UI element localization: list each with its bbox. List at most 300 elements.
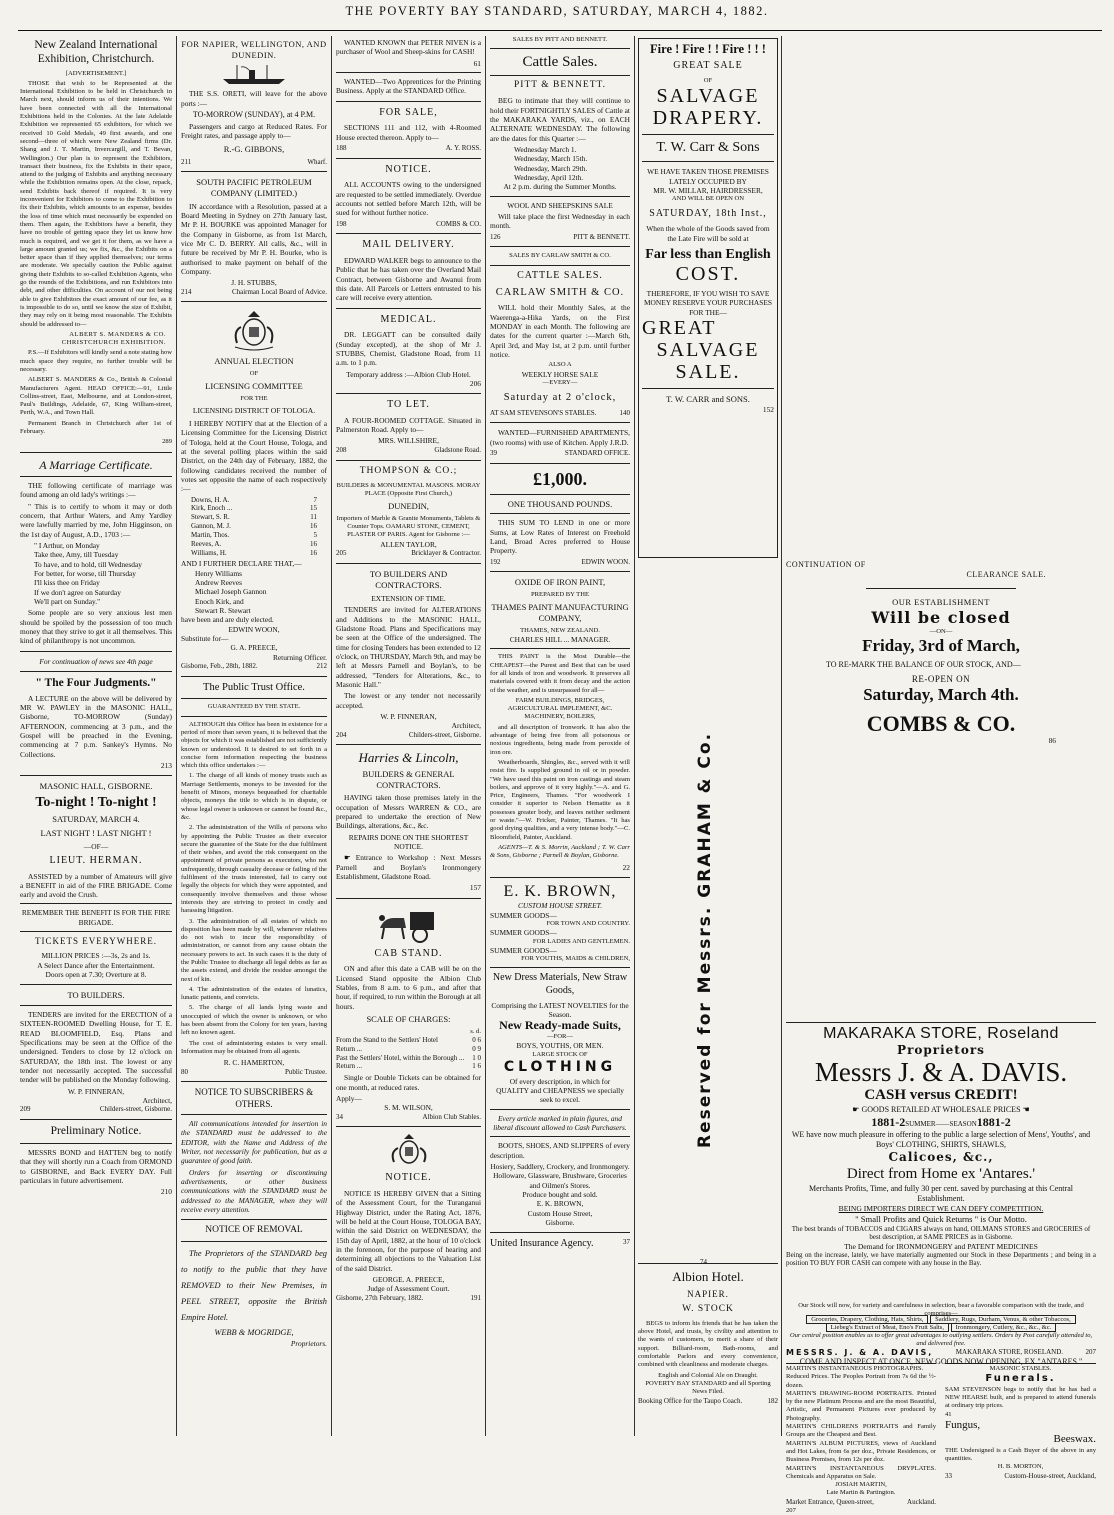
elected-name: Stewart R. Stewart: [195, 606, 251, 615]
wilson-address: Albion Club Stables.: [422, 1112, 481, 1121]
contract-footer: [336, 731, 481, 740]
scale-row: [336, 1045, 481, 1054]
assessment-title: NOTICE.: [385, 1172, 432, 1184]
funerals-heading: Funerals.: [985, 1373, 1056, 1385]
pointing-hand-icon: ☚: [1020, 1104, 1030, 1114]
mail-title: MAIL DELIVERY.: [362, 239, 455, 251]
albion-ale: English and Colonial Ale on Draught.: [658, 1371, 758, 1379]
now-text: NOW OPENING, EX "ANTARES.": [964, 1357, 1083, 1367]
trust-footer: [181, 1068, 327, 1077]
wool-title: WOOL AND SHEEPSKINS SALE: [507, 200, 613, 210]
trust-title: The Public Trust Office.: [203, 681, 305, 693]
napier-body: THE S.S. ORETI, will leave for the above ports :—: [181, 89, 327, 108]
masonic-stables: MASONIC STABLES.: [989, 1365, 1052, 1372]
verse-line: We'll part on Sunday.": [34, 596, 101, 606]
pointing-hand-icon: ☛: [344, 853, 356, 863]
also-label: ALSO A: [548, 361, 572, 369]
ad-number: 33: [945, 1471, 952, 1480]
ad-number: 207: [786, 1506, 796, 1514]
sale-date: Wednesday March 1.: [514, 144, 577, 154]
royal-crest-icon: [219, 307, 289, 353]
scale-route: Past the Settlers' Hotel, within the Borough ...: [336, 1053, 465, 1062]
scale-table: [336, 1036, 481, 1071]
demand-line: The Demand for IRONMONGERY and PATENT MEDICINES: [844, 1242, 1038, 1252]
preece-name: G. A. PREECE,: [230, 643, 278, 653]
architect-label: Architect,: [451, 721, 481, 731]
prelim-title: Preliminary Notice.: [50, 1125, 142, 1138]
substitute-label: Substitute for—: [181, 633, 229, 643]
assessment-date: Gisborne, 27th February, 1882.: [336, 1293, 424, 1302]
pointing-hand-icon: ☛: [852, 1104, 862, 1114]
ad-number: 289: [162, 438, 172, 446]
great-heading: GREAT: [642, 316, 717, 339]
fire-heading: Fire ! Fire ! ! Fire ! ! !: [650, 42, 766, 56]
vote-count: 15: [310, 504, 317, 513]
remember-note: REMEMBER THE BENEFIT IS FOR THE FIRE BRIGADE.: [21, 908, 171, 927]
makaraka-footer: [786, 1316, 1096, 1367]
stock-item-text: Liebeg's Extract of Meat, Eno's Fruit Salts,: [826, 1323, 949, 1332]
vote-row: [191, 504, 317, 513]
returning-officer: Returning Officer.: [272, 652, 327, 662]
let-signature: MRS. WILLSHIRE,: [378, 436, 439, 446]
continuation-line: [786, 560, 1096, 570]
ad-number: 152: [762, 404, 774, 414]
assessment-signature: GEORGE. A. PREECE,: [372, 1274, 445, 1284]
exhibition-body: THOSE that wish to be Represented at the International Exhibition to be held in Christchurch in March next, should inform us of their intentions. We have been connected with all the International Exhibitions held in the Colonies. At the late Adelaide Exhibition we represented 65 exhibitors, for which we received 10 Gold Medals, 49 first awards, and one second—three of which were New Zealand firms (Dr. Shang and J. T. Martin, Invercargill, and T. Bevan, Wellington.) Our plan is to represent the Exhibitors, transact their business, fix the Exhibits in their space, attend to the judging of Exhibits and anything necessary while the Exhibition remains open. At the close, repack, send Exhibits back thereof if required. It is very inconvenient for Exhibitors to come to the Exhibition to fix their Exhibits, which amounts to an expense, besides the loss of time which must necessarily be expended on them. Then again, the Exhibitors have a benefit, they have no trouble of getting space they let us know how much is required, and we get it for them, as we have a large amount granted us; we fix, &c., the Exhibits on a better space than if they applied themselves; our terms are moderate. We specially caution the Public against giving their Exhibits to so-called Exhibition Agents, who go the rounds of the Exhibitions, and run Exhibitors into debt, and other difficulties. On account of our not being able to give Exhibitors the exact amount of our fee, as it is impossible to do so, until we know the size of Exhibit, they may rely on it being most reasonable. The Exhibits should be addressed to—: [20, 79, 172, 328]
petrol-body: IN accordance with a Resolution, passed at a Board Meeting in Sydney on 27th January last, Mr P. H. BOURKE was appointed Manager for the Company in Gisborne, as from 1st March, vice Mr C. D. BERRY. All calls, &c., will in future be received by Mr P. H. Bourke, who is authorised to make payment on behalf of the Company.: [181, 201, 327, 277]
sale-date: Wednesday, April 12th.: [514, 172, 584, 182]
hosiery-line: Hosiery, Saddlery, Crockery, and Ironmongery.: [490, 1161, 630, 1171]
ad-number: 205: [336, 549, 347, 558]
tonight-heading: To-night ! To-night !: [35, 795, 157, 811]
cash-credit: CASH versus CREDIT!: [864, 1087, 1018, 1104]
martin-line: MARTIN'S DRAWING-ROOM PORTRAITS. Printed by the new Platinum Process and are the most Beautiful, Artistic, and Permanent Pictures ever produced by Photography.: [786, 1389, 936, 1422]
scale-row: [336, 1054, 481, 1063]
morton-body: THE Undersigned is a Cash Buyer of the above in any quantities.: [945, 1446, 1096, 1463]
prices-note: MILLION PRICES :—3s, 2s and 1s.: [41, 951, 151, 961]
come-text: COME AND INSPECT AT ONCE, NEW GOODS: [799, 1357, 963, 1367]
stock-line: Our Stock will now, for variety and carefulness in selection, bear a favorable comparison with the trade, and comprises—: [798, 1302, 1084, 1318]
workshop-text: Entrance to Workshop : Next Messrs Parnell and Boylan's Ironmongery Establishment, Gladstone Road.: [336, 853, 481, 882]
establishment-line: OUR ESTABLISHMENT: [892, 597, 990, 608]
vote-row: [191, 540, 317, 549]
verse-line: For better, for worse, till Thursday: [34, 569, 136, 578]
summer-goods-3: SUMMER GOODS—: [490, 945, 557, 955]
ad-number: 188: [336, 143, 347, 152]
trustee-role: Public Trustee.: [284, 1067, 327, 1076]
clearance-label: CLEARANCE SALE.: [966, 570, 1046, 580]
combs-ad: [786, 560, 1096, 930]
subscribers-body: All communications intended for insertion in the STANDARD must be addressed to the EDITOR, with the Name and Address of the Writer, not necessarily for publication, but as a guarantee of good faith.: [181, 1119, 327, 1166]
scale-cost: 0 6: [472, 1035, 481, 1044]
sale-heading: SALE.: [675, 360, 741, 383]
thompson-body: Importers of Marble & Granite Monuments, Tablets & Counter Tops. OAMARU STONE, CEMENT, PLASTER OF PARIS. Agent for Gisborne :—: [336, 514, 481, 539]
column-4: [490, 36, 630, 1436]
builders-signature: W. P. FINNERAN,: [67, 1086, 125, 1096]
election-heading-2: OF: [249, 370, 259, 378]
weekly-horse-sale: WEEKLY HORSE SALE: [521, 369, 599, 379]
whole-line: When the whole of the Goods saved from the Late Fire will be sold at: [646, 224, 770, 243]
cab-title: CAB STAND.: [374, 947, 443, 959]
ad-number: 208: [336, 445, 347, 454]
notice-footer: [336, 220, 481, 229]
saturday-18: SATURDAY, 18th Inst.,: [649, 207, 767, 219]
marriage-note: Some people are so very anxious lest men should be spoiled by the possession of too much money that they strive to get it all themselves. This kind of philanthropy is not uncommon.: [20, 608, 172, 646]
stables-label: AT SAM STEVENSON'S STABLES.: [490, 408, 597, 417]
assessment-footer: [336, 1294, 481, 1303]
brown-town: Gisborne.: [545, 1217, 575, 1227]
scale-cost: 0 9: [472, 1044, 481, 1053]
beeswax-heading: Beeswax.: [1053, 1432, 1096, 1445]
candidate-name: Martin, Thos.: [191, 530, 230, 539]
taylor-name: ALLEN TAYLOR,: [380, 539, 437, 549]
elected-name: Enoch Kirk, and: [195, 596, 244, 606]
royal-crest-icon: [374, 1132, 444, 1168]
wool-body: Will take place the first Wednesday in each month.: [490, 211, 630, 231]
albion-napier: NAPIER.: [687, 1288, 729, 1299]
stock-item-text: Saddlery, Rugs, Durham, Venus, & other Tobaccos,: [930, 1315, 1076, 1324]
every-label: —EVERY—: [542, 379, 578, 387]
election-date: Gisborne, Feb., 28th, 1882.: [181, 661, 258, 670]
wanted-apartments: WANTED—FURNISHED APARTMENTS, (two rooms) with use of Kitchen. Apply J.R.D.: [490, 428, 630, 447]
doors-note: Doors open at 7.30; Overture at 8.: [45, 970, 147, 980]
calicoes-heading: Calicoes, &c.,: [888, 1149, 994, 1164]
taken-line: WE HAVE TAKEN THOSE PREMISES: [647, 167, 769, 177]
harries-body: HAVING taken those premises lately in the occupation of Messrs WARREN & CO., are prepared to undertake the erection of New Buildings, alterations, &c., &c.: [336, 793, 481, 831]
judgments-title: " The Four Judgments.": [35, 676, 157, 689]
ad-number: 210: [160, 1187, 172, 1197]
herman-body: ASSISTED by a number of Amateurs will give a BENEFIT in aid of the FIRE BRIGADE. Come early and avoid the Crush.: [20, 871, 172, 900]
election-heading-1: ANNUAL ELECTION: [214, 356, 294, 367]
wharf-label: Wharf.: [307, 157, 327, 166]
lend-footer: [490, 558, 630, 567]
ad-number: 126: [490, 232, 501, 241]
removal-role: Proprietors.: [290, 1338, 327, 1348]
candidate-name: Reeves, A.: [191, 539, 222, 548]
verse-line: " I Arthur, on Monday: [34, 541, 100, 551]
exhibition-signature: ALBERT S. MANDERS & CO. CHRISTCHURCH EXHIBITION.: [61, 330, 166, 347]
pitt-dates: [514, 145, 630, 182]
ad-number: 192: [490, 557, 501, 566]
boys-line: BOYS, YOUTHS, OR MEN.: [516, 1041, 604, 1051]
medical-title: MEDICAL.: [380, 313, 437, 325]
cost-heading: COST.: [675, 262, 741, 285]
elected-name: Michael Joseph Gannon: [195, 587, 267, 597]
wholesale-text: GOODS RETAILED AT WHOLESALE PRICES: [861, 1104, 1021, 1114]
martin-title: MARTIN'S INSTANTANEOUS PHOTOGRAPHS.: [786, 1365, 924, 1372]
childers-address: Childers-street, Gisborne.: [408, 730, 481, 739]
notice-signature: COMBS & CO.: [436, 219, 481, 228]
let-title: TO LET.: [387, 399, 430, 411]
subscribers-title: NOTICE TO SUBSCRIBERS & OTHERS.: [194, 1087, 314, 1109]
paint-testimonials: Weatherboards, Shingles, &c., served with it will resist fire. Is supplied ground in oil or in powder. "We have used this paint on iron castings and steam boilers, and approve of it very highly."—A. and G. Price, Engineers, Thames. "For woodwork I consider it superior to Nelson Hematite as it possesses greater body, and leaves neither sediment or waste."—W. Fricker, Painter, Thames. "It has good drying qualities, and a very intense body."—C. Bloomfield, Painter, Auckland.: [490, 758, 630, 841]
vote-count: 16: [310, 522, 317, 531]
ad-number: 211: [181, 157, 192, 166]
trust-paragraph: ALTHOUGH this Office has been in existence for a period of more than seven years, it is believed that the objects for which it was established are not sufficiently known or understood. It is desired to set forth in a concise form information respecting the business which this office undertakes :—: [181, 720, 327, 770]
cattle-title: Cattle Sales.: [522, 54, 598, 71]
crest-cut: [336, 1132, 481, 1168]
apartments-office: STANDARD OFFICE.: [564, 449, 630, 458]
trust-subtitle: GUARANTEED BY THE STATE.: [207, 703, 301, 711]
paint-agents: AGENTS—T. & S. Morrin, Auckland ; T. W. Carr & Sons, Gisborne ; Parnell & Boylan, Gisborne.: [490, 843, 630, 860]
trust-paragraph: 2. The administration of the Wills of persons who by appointing the Public Trustee as their executor secure the guarantee of the State for the due fulfilment of their wishes, and avoid the risk consequent on the appointment of private persons as executors, who not unfrequently, through casualty decease or failing of the fulfilment of the trusts interested, fail to carry out legally the objects for which they were appointed, and consequently involve themselves and those whose interests they are striving to protect in costly and harassing litigation.: [181, 824, 327, 915]
paint-title: OXIDE OF IRON PAINT,: [514, 577, 606, 588]
elected-name: Andrew Reeves: [195, 578, 242, 588]
steamship-cut: [181, 63, 327, 87]
column-2: [181, 36, 327, 1436]
ad-number: 214: [181, 287, 192, 296]
sale-body: SECTIONS 111 and 112, with 4-Roomed House erected thereon. Apply to—: [336, 123, 481, 142]
martin-line: MARTIN'S INSTANTANEOUS DRYPLATES. Chemicals and Apparatus on Sale.: [786, 1464, 936, 1480]
great-sale: GREAT SALE: [673, 60, 743, 72]
sale-date: Wednesday, March 15th.: [514, 154, 588, 164]
come-line: [786, 1357, 1096, 1367]
sale-date: Wednesday, March 29th.: [514, 163, 588, 173]
millar-line: MR. W. MILLAR, HAIRDRESSER,: [653, 186, 763, 196]
summer-goods-3b: FOR YOUTHS, MAIDS & CHILDREN,: [521, 955, 630, 963]
notice-title: NOTICE.: [385, 163, 432, 175]
readymade-suits: New Ready-made Suits,: [499, 1018, 621, 1033]
scale-row: [336, 1036, 481, 1045]
trust-paragraph: 5. The charge of all lands lying waste and unoccupied of which the owner is unknown, or who has been absent from the Colony for ten years, having left no known agent.: [181, 1004, 327, 1037]
verse-line: I'll kiss thee on Friday: [34, 578, 100, 588]
season-year: 1881-2: [976, 1114, 1011, 1129]
subscribers-body: Orders for inserting or discontinuing advertisements, or other business communications with the STANDARD must be addressed to the MANAGER, when they will receive every attention.: [181, 1167, 327, 1214]
on-label: —ON—: [929, 628, 953, 636]
stables-fungus-ad: [945, 1362, 1096, 1480]
extension-label: EXTENSION OF TIME.: [371, 594, 446, 604]
sale-signature: A. Y. ROSS.: [445, 143, 481, 152]
cab-cut: [336, 904, 481, 944]
candidate-name: Downs, H. A.: [191, 495, 230, 504]
sailing-time: TO-MORROW (SUNDAY), at 4 P.M.: [192, 110, 316, 120]
brown-address: Custom House Street,: [527, 1208, 593, 1218]
lately-line: LATELY OCCUPIED BY: [669, 176, 747, 186]
wanted-apprentices: WANTED—Two Apprentices for the Printing Business. Apply at the STANDARD Office.: [336, 76, 481, 96]
tickets-note: TICKETS EVERYWHERE.: [35, 936, 157, 947]
summer-goods-1b: FOR TOWN AND COUNTRY.: [546, 919, 630, 927]
carr-heading: T. W. Carr & Sons: [656, 140, 760, 156]
profits-line: Merchants Profits, Time, and fully 30 per cent. saved by purchasing at this Central Establishment.: [809, 1183, 1073, 1204]
pitt-name: PITT & BENNETT.: [514, 80, 606, 91]
scale-route: Return ...: [336, 1062, 363, 1071]
salvage-heading-2: SALVAGE: [656, 338, 760, 361]
contract-lowest: The lowest or any tender not necessarily accepted.: [336, 691, 481, 710]
assessment-role: Judge of Assessment Court.: [367, 1284, 450, 1294]
lend-body: THIS SUM TO LEND in one or more Sums, at Low Rates of Interest on Freehold Land, Broad Acres preferred to House Property.: [490, 518, 630, 556]
election-body: I HEREBY NOTIFY that at the Election of a Licensing Committee for the Licensing District of Tologa, held at the Court House, Tologa, and at the several polling places within the said District, on the 24th day of February, 1882, the following candidates received the number of votes set opposite the name of each respectively :—: [181, 419, 327, 494]
martin-line: MARTIN'S CHILDRENS PORTRAITS and Family Groups are the Cheapest and Best.: [786, 1423, 936, 1439]
paint-prepared: PREPARED BY THE: [530, 591, 589, 599]
makaraka-ad: [786, 1020, 1096, 1302]
elected-name: Henry Williams: [195, 568, 242, 578]
paint-body: THIS PAINT is the Most Durable—the CHEAPEST—the Purest and Best that can be used for all kinds of iron and woodwork. It preserves all materials covered with it from decay and the action of the weather, and is unsurpassed for all—: [490, 653, 630, 694]
scale-route: From the Stand to the Settlers' Hotel: [336, 1035, 438, 1044]
marriage-intro: THE following certificate of marriage was found among an old lady's writings :—: [20, 481, 172, 500]
election-footer: [181, 662, 327, 671]
ad-number: 191: [470, 1293, 481, 1302]
summer-goods-2: SUMMER GOODS—: [490, 928, 557, 938]
cab-body: ON and after this date a CAB will be on the Licensed Stand opposite the Albion Club Stables, from 8 a.m. to 6 p.m., and after that hour, if required, to run within the Borough at all hours.: [336, 964, 481, 1011]
verse-line: Take thee, Amy, till Tuesday: [34, 550, 119, 560]
open-line: AND WILL BE OPEN ON: [671, 195, 745, 203]
summer-goods-2b: FOR LADIES AND GENTLEMEN.: [532, 937, 630, 945]
wholesale-line: [786, 1105, 1096, 1115]
masthead-rule: [18, 30, 1102, 31]
thompson-title: THOMPSON & CO.;: [359, 465, 458, 476]
contract-title: TO BUILDERS AND CONTRACTORS.: [369, 568, 448, 590]
ad-number: 34: [336, 1112, 343, 1121]
column-rule: [331, 36, 332, 1436]
reserved-space: [695, 660, 717, 1220]
proprietors-label: Proprietors: [897, 1042, 985, 1057]
let-address: Gladstone Road.: [434, 445, 481, 454]
elected-list: [195, 569, 327, 616]
napier-title: FOR NAPIER, WELLINGTON, AND DUNEDIN.: [181, 39, 327, 60]
taylor-footer: [336, 549, 481, 558]
direct-heading: Direct from Home ex 'Antares.': [846, 1166, 1036, 1183]
martin-footer: [786, 1498, 936, 1507]
vote-row: [191, 531, 317, 540]
remark-line: TO RE-MARK THE BALANCE OF OUR STOCK, AND—: [826, 659, 1021, 669]
stock-item-text: Ironmongery, Cutlery, &c., &c., &c.: [951, 1323, 1057, 1332]
ad-number: 182: [767, 1396, 778, 1405]
paint-uses: FARM BUILDINGS, BRIDGES, AGRICULTURAL IMPLEMENT, &C. MACHINERY, BOILERS,: [507, 696, 613, 721]
importers-line: BEING IMPORTERS DIRECT WE CAN DEFY COMPETITION.: [838, 1204, 1044, 1214]
ad-number: 204: [336, 730, 347, 739]
reserved-number: 74: [700, 1258, 707, 1266]
ad-number: 61: [473, 58, 481, 68]
stock-line: LARGE STOCK OF: [532, 1050, 588, 1058]
exhibition-ps: P.S.—If Exhibitors will kindly send a note stating how much space they require, no further trouble will be necessary.: [20, 349, 172, 373]
saturday-4-heading: Saturday, March 4th.: [863, 685, 1019, 705]
scale-note: Single or Double Tickets can be obtained for one month, at reduced rates.: [336, 1073, 481, 1092]
election-heading-4: FOR THE: [240, 395, 268, 403]
prelim-body: MESSRS BOND and HATTEN beg to notify that they will shortly run a Coach from ORMOND to GISBORNE, and Back EVERY DAY. Full particulars in future advertisement.: [20, 1148, 172, 1186]
paint-body-2: and all description of Ironwork. It has also the advantage of being free from all poisonous or noxious ingredients, being made from peroxide of iron ore.: [490, 723, 630, 756]
let-body: A FOUR-ROOMED COTTAGE. Situated in Palmerston Road. Apply to—: [336, 415, 481, 435]
builders-role: Architect,: [142, 1096, 172, 1106]
far-less: Far less than English: [645, 246, 771, 262]
trust-paragraph: 4. The administration of the estates of lunatics, lunatic patients, and convicts.: [181, 985, 327, 1002]
stubbs-name: J. H. STUBBS,: [231, 278, 277, 288]
albion-footer: [638, 1397, 778, 1406]
removal-title: NOTICE OF REMOVAL: [205, 1225, 303, 1236]
wilson-name: S. M. WILSON,: [384, 1103, 433, 1113]
woon-name: EDWIN WOON,: [228, 624, 280, 634]
boots-line: BOOTS, SHOES, AND SLIPPERS of every description.: [490, 1141, 630, 1160]
combs-heading: COMBS & CO.: [866, 710, 1016, 736]
candidate-name: Stewart, S. R.: [191, 513, 230, 522]
funerals-body: SAM STEVENSON begs to notify that he has had a NEW HEARSE built, and is prepared to attend funerals at ordinary trip prices.: [945, 1385, 1096, 1410]
candidate-name: Kirk, Enoch ...: [191, 504, 233, 513]
dunedin-label: DUNEDIN,: [388, 501, 429, 512]
repairs-note: REPAIRS DONE ON THE SHORTEST NOTICE.: [348, 832, 469, 852]
increase-line: Being on the increase, lately, we have materially augmented our Stock in these Departments ; and being in a position TO BUY FOR CASH can compete with any house in the Bay.: [786, 1251, 1096, 1268]
marriage-verse: [34, 541, 172, 606]
last-night: LAST NIGHT ! LAST NIGHT !: [40, 827, 152, 838]
trust-paragraph: 3. The administration of all estates of which no disposition has been made by will, whenever relatives do not wish to incur the responsibility of administration, or cannot from any cause obtain the necessary powers to act. In such cases it is the duty of the Public Trustee to discharge all legal debts as far as the assets extend, and divide the residue amongst the next of kin.: [181, 917, 327, 983]
ad-number: 22: [622, 862, 630, 872]
contract-body: TENDERS are invited for ALTERATIONS and Additions to the MASONIC HALL, Gladstone Road. Plans and Specifications may be seen at the Office of the undersigned. The time for closing Tenders has been extended to 12 o'clock, on THURSDAY, March 9th, and may be left at Messrs Parnell and Boylan's, to be addressed, "Tenders for Alterations, &c., to Masonic Hall.": [336, 605, 481, 690]
declare-line: AND I FURTHER DECLARE THAT,—: [181, 559, 302, 569]
carr-signature: T. W. CARR and SONS.: [666, 393, 750, 404]
exhibition-title: New Zealand International Exhibition, Christchurch.: [34, 39, 158, 65]
martin-line: Reduced Prices. The Peoples Portrait from 7s 6d the ½-dozen.: [786, 1373, 936, 1389]
stubbs-role: Chairman Local Board of Advice.: [231, 287, 327, 296]
removal-body: The Proprietors of the STANDARD beg to notify to the public that they have REMOVED to their New Premises, in PEEL STREET, opposite the British Empire Hotel.: [181, 1249, 327, 1323]
morton-address: Custom-House-street, Auckland,: [1004, 1471, 1096, 1480]
makaraka-title: MAKARAKA STORE, Roseland: [823, 1025, 1059, 1042]
builders-body: TENDERS are invited for the ERECTION of a SIXTEEN-ROOMED Dwelling House, for T. E. READ BLOOMFIELD, Esq. Plans and Specifications may be seen at the Office of the undersigned. Tenders to close by 12 o'clock on SATURDAY, the 18th inst. The lowest or any tender not necessarily accepted. The successful tender will be published on the Monday following.: [20, 1010, 172, 1085]
wool-footer: [490, 233, 630, 242]
gibbons-name: R.-G. GIBBONS,: [223, 143, 285, 154]
stables-footer: [490, 409, 630, 418]
pitt-time: At 2 p.m. during the Summer Months.: [503, 182, 617, 192]
messrs-heading: MESSRS. J. & A. DAVIS,: [786, 1347, 934, 1357]
salvage-heading: SALVAGE: [656, 85, 760, 108]
continuation-label: CONTINUATION OF: [786, 560, 866, 569]
stock-item-text: Groceries, Drapery, Clothing, Hats, Shirts,: [806, 1315, 928, 1324]
albion-ad: [638, 1258, 778, 1436]
paint-company: THAMES PAINT MANUFACTURING COMPANY,: [491, 602, 629, 624]
saturday-time: Saturday at 2 o'clock,: [503, 392, 617, 404]
hamerton-name: R. C. HAMERTON,: [223, 1058, 285, 1068]
every-description: Of every description, in which for: [509, 1076, 611, 1086]
vote-row: [191, 522, 317, 531]
pleasure-line: WE have now much pleasure in offering to the public a large selection of Mens', Youths', and Boys' CLOTHING, SHIRTS, SHAWLS,: [791, 1129, 1091, 1149]
summer-goods-1: SUMMER GOODS—: [490, 910, 557, 920]
crest-cut: [181, 307, 327, 353]
scale-head: s. d.: [470, 1027, 481, 1035]
brown-subtitle: CUSTOM HOUSE STREET.: [517, 901, 603, 911]
stock-item: [786, 1324, 1096, 1332]
holloware-line: Holloware, Glassware, Brushware, Groceries and Oilmen's Stores.: [493, 1171, 627, 1190]
albion-body: BEGS to inform his friends that he has taken the above Hotel, and trusts, by civility and attention to the wants of customers, to merit a share of their support. Billiard-room, Bath-rooms, and comfortable Parlors and every convenience, combined with cleanliness and moderate charges.: [638, 1319, 778, 1369]
novelties: Comprising the LATEST NOVELTIES for the Season.: [491, 1000, 629, 1019]
clothing-heading: CLOTHING: [503, 1059, 617, 1075]
davis-heading: Messrs J. & A. DAVIS.: [814, 1056, 1068, 1087]
builders-title: TO BUILDERS.: [67, 990, 125, 1001]
pitt-tag: SALES BY PITT AND BENNETT.: [512, 36, 608, 43]
brown-signature: E. K. BROWN,: [536, 1199, 584, 1209]
martin-town: Auckland.: [907, 1497, 936, 1506]
apartments-footer: [490, 449, 630, 458]
sale-footer: [336, 144, 481, 153]
ad-number: 207: [1085, 1347, 1096, 1356]
store-name: MAKARAKA STORE, ROSELAND.: [955, 1347, 1064, 1356]
ad-number: 209: [20, 1105, 31, 1114]
fungus-heading: Fungus,: [945, 1419, 981, 1432]
workshop-note: [336, 853, 481, 881]
plain-figures: Every article marked in plain figures, and liberal discount allowed to Cash Purchasers.: [493, 1113, 627, 1132]
produce-line: Produce bought and sold.: [522, 1189, 598, 1199]
albion-papers: POVERTY BAY STANDARD and all Sporting News Filed.: [645, 1379, 771, 1396]
ad-number: 86: [1048, 736, 1056, 746]
trust-paragraph: The cost of administering estates is very small. Information may be obtained from all agents.: [181, 1039, 327, 1055]
finneran-name: W. P. FINNERAN,: [380, 712, 437, 721]
insurance-title: United Insurance Agency.: [490, 1238, 594, 1250]
builders-address: Childers-street, Gisborne.: [99, 1105, 172, 1114]
marriage-quote: " This is to certify to whom it may or doth concern, that Arthur Waters, and Amy Yardley were lawfully married by me, John Higginson, on the 1st day of August, A.D., 1703 :—: [20, 501, 172, 539]
apply-label: Apply—: [336, 1093, 362, 1103]
pounds-heading: £1,000.: [533, 468, 587, 489]
trust-paragraph: 1. The charge of all kinds of money trusts such as Marriage Settlements, moneys to be invested for the benefit of Minors, moneys bequeathed for charitable objects, moneys the title to which is in dispute, or whose legal owner is unknown or cannot be found &c., &c.: [181, 772, 327, 821]
carlaw-tag: SALES BY CARLAW SMITH & CO.: [509, 252, 611, 260]
wanted-known: WANTED KNOWN that PETER NIVEN is a purchaser of Wool and Sheep-skins for CASH!: [336, 38, 481, 57]
reopen-line: RE-OPEN ON: [911, 673, 971, 684]
harries-title: Harries & Lincoln,: [358, 750, 459, 766]
